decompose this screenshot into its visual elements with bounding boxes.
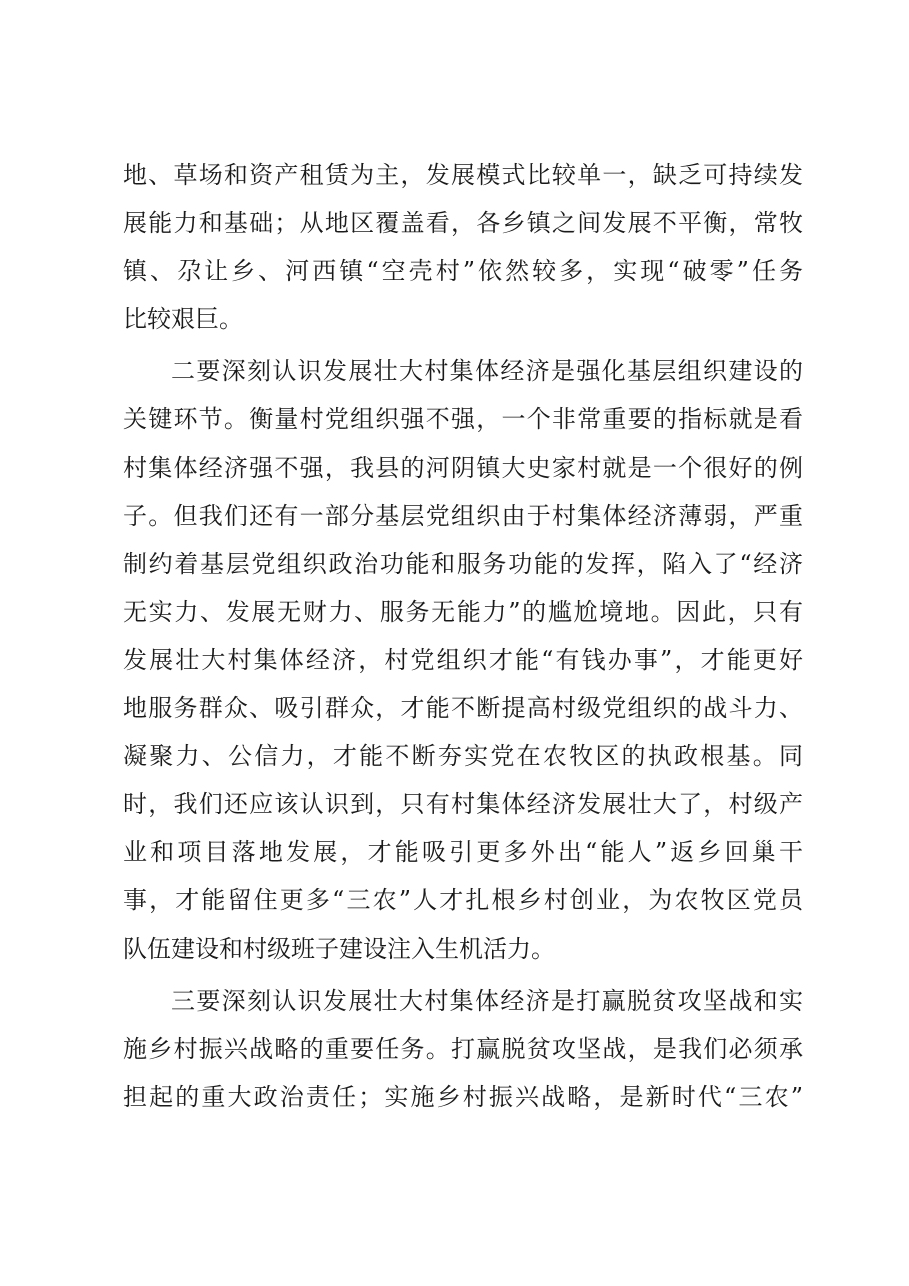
- paragraph-3: [123, 977, 803, 1121]
- text-line: 地、草场和资产租赁为主，发展模式比较单一，缺乏可持续发: [123, 161, 803, 189]
- text-line: 发展壮大村集体经济，村党组织才能“有钱办事”，才能更好: [123, 645, 803, 674]
- text-line: 制约着基层党组织政治功能和服务功能的发挥，陷入了“经济: [123, 549, 803, 578]
- text-line: 施乡村振兴战略的重要任务。打赢脱贫攻坚战，是我们必须承: [123, 1034, 803, 1063]
- paragraph-1: [123, 151, 803, 343]
- paragraph-2: [123, 347, 803, 972]
- text-line: 子。但我们还有一部分基层党组织由于村集体经济薄弱，严重: [123, 501, 803, 530]
- document-body: [123, 151, 803, 1121]
- text-line: 事，才能留住更多“三农”人才扎根乡村创业，为农牧区党员: [123, 886, 803, 915]
- text-line: 队伍建设和村级班子建设注入生机活力。: [123, 934, 555, 963]
- text-line: 地服务群众、吸引群众，才能不断提高村级党组织的战斗力、: [123, 694, 803, 723]
- text-line: 凝聚力、公信力，才能不断夯实党在农牧区的执政根基。同: [123, 742, 803, 771]
- text-line: 业和项目落地发展，才能吸引更多外出“能人”返乡回巢干: [123, 838, 803, 867]
- text-line: 无实力、发展无财力、服务无能力”的尴尬境地。因此，只有: [123, 597, 803, 626]
- text-line: 村集体经济强不强，我县的河阴镇大史家村就是一个很好的例: [123, 453, 803, 482]
- text-line: 关键环节。衡量村党组织强不强，一个非常重要的指标就是看: [123, 405, 803, 434]
- text-line: 镇、尕让乡、河西镇“空壳村”依然较多，实现“破零”任务: [123, 257, 803, 286]
- text-line: 担起的重大政治责任；实施乡村振兴战略，是新时代“三农”: [123, 1082, 803, 1111]
- text-line: 展能力和基础；从地区覆盖看，各乡镇之间发展不平衡，常牧: [123, 209, 803, 238]
- text-line: 三要深刻认识发展壮大村集体经济是打赢脱贫攻坚战和实: [171, 986, 803, 1015]
- text-line: 二要深刻认识发展壮大村集体经济是强化基层组织建设的: [171, 357, 803, 386]
- text-line: 比较艰巨。: [123, 305, 243, 334]
- text-line: 时，我们还应该认识到，只有村集体经济发展壮大了，村级产: [123, 790, 803, 819]
